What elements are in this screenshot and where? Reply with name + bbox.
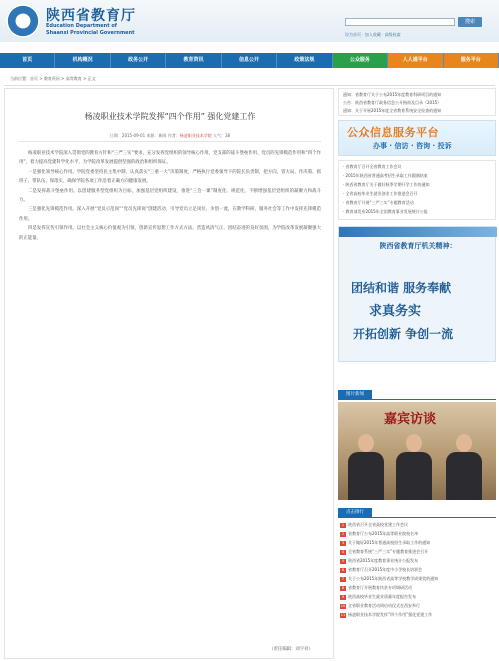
spirit-phrase: 求真务实 [369,304,422,319]
rank-number: 4 [341,550,345,554]
article-author: 杨凌职业技术学院 [179,133,212,138]
rank-number: 2 [341,532,345,536]
notice-item[interactable]: 公告：陕西省教育厅政务信息公开指南及目录（2015） [343,100,442,105]
article-views: 人气：38 [211,133,231,138]
education-emblem-icon[interactable] [6,4,40,38]
nav-item-policy[interactable]: 政策法规 [277,53,332,68]
spirit-phrase: 团结和谐 服务奉献 [351,281,452,295]
search-input[interactable] [345,18,455,26]
article-paragraph: 二是发挥战斗堡垒作用。以创建服务型党组织为目标，加强基层党组织建设，推进“三会一课”制度化、规范化，不断增强基层党组织的凝聚力和战斗力。 [19,188,321,204]
rank-item-label: 省教育厅召开2015年度中小学校长培训会 [348,567,423,572]
divider [372,399,496,400]
article-title: 杨凌职业技术学院发挥“四个作用” 强化党建工作 [84,112,256,121]
person-figure [348,434,384,500]
rank-item-label: 省教育厅开展教育扶贫专项调研活动 [348,585,412,590]
rank-item[interactable] [340,540,496,546]
list-item[interactable]: · 陕西省教育厅关于做好秋季学期开学工作的通知 [343,182,430,187]
rank-item-label: 关于公布2015年陕西省高等学校教学成果奖的通知 [348,576,439,581]
interview-photo[interactable] [338,402,496,500]
public-service-banner[interactable] [338,120,496,156]
nav-item-about[interactable]: 机构概况 [55,53,110,68]
rank-item-label: 关于做好2015年普通高校招生录取工作的通知 [348,540,431,545]
list-item[interactable]: · 教育部发布2015年全国教育事业发展统计公报 [343,209,428,214]
nav-item-platform[interactable]: 人人通平台 [388,53,443,68]
rank-item[interactable] [340,567,496,573]
spirit-banner [338,226,496,362]
photo-caption: 嘉宾访谈 [384,412,437,427]
rank-item-label: 全省职业教育活动周启动仪式在西安举行 [348,603,420,608]
site-subtitle-en-2: Shaanxi Provincial Government [46,30,135,36]
rank-item[interactable] [340,522,496,528]
nav-item-disclosure[interactable]: 信息公开 [222,53,277,68]
rank-number: 3 [341,541,345,545]
list-item[interactable]: · 全省高校毕业生就业创业工作推进会召开 [343,191,418,196]
divider [372,517,496,518]
rank-number: 7 [341,577,345,581]
rank-item-label: 陕西高校毕业生就业质量年度报告发布 [348,594,416,599]
rank-item-label: 杨凌职业技术学院发挥“四个作用”强化党建工作 [348,612,433,617]
rank-item[interactable] [340,531,496,537]
photo-news-header[interactable]: 图片新闻 [338,390,372,400]
rank-item[interactable] [340,594,496,600]
person-figure [396,434,432,500]
site-header [0,0,499,42]
nav-item-affairs[interactable]: 政务公开 [111,53,166,68]
article-paragraph: 杨凌职业技术学院深入贯彻党的教育方针和“三严三实”要求，充分发挥党组织的领导核心作用、党支部的战斗堡垒作用、党员的先锋模范作用和“四个作用”，着力提高党建科学化水平，为学院改革发展提供坚强的政治和组织保证。 [19,151,321,166]
rank-item[interactable] [340,603,496,609]
article-paragraph: 四是发挥宣传引领作用。以社会主义核心价值观为引领，创新宣传思想工作方式方法，营造风清气正、团结奋进的良好氛围，为学院改革发展凝聚强大的正能量。 [19,226,321,241]
rank-number: 10 [340,604,346,608]
nav-item-service-platform[interactable]: 服务平台 [444,53,499,68]
article-meta [5,133,335,139]
article-paragraph: 三是强化先锋模范作用。深入开展“党员示范岗”“党员先锋岗”创建活动，引导党员立足岗位、争创一流，在教学科研、服务社会等工作中发挥先锋模范作用。 [19,207,321,222]
spirit-phrase: 开拓创新 争创一流 [353,327,454,341]
list-item[interactable]: · 2015年陕西省普通高考招生录取工作圆满结束 [343,173,428,178]
service-banner-subtitle: 办事 · 信访 · 咨询 · 投诉 [373,142,452,150]
header-links[interactable]: 设为首页 · 加入收藏 · 高级检索 [345,32,401,37]
rank-item-label: 省教育厅公布2015年高等职业院校名单 [348,531,419,536]
person-figure [446,434,482,500]
main-nav [0,53,499,68]
article-panel [4,88,334,659]
rank-number: 1 [341,523,345,527]
rank-number: 9 [341,595,345,599]
rank-number: 5 [341,559,345,563]
spirit-title: 陕西省教育厅机关精神： [379,242,457,250]
list-item[interactable]: · 省教育厅召开全省教育工作会议 [343,164,402,169]
spirit-banner-header [339,227,497,237]
rank-item-label: 陕西省召开全省高校党建工作会议 [348,522,408,527]
divider [4,85,495,86]
rank-number: 11 [340,613,346,617]
site-title[interactable]: 陕西省教育厅 [46,8,136,24]
rank-item[interactable] [340,576,496,582]
article-meta-prefix: 日期：2015-09-01 来源：新闻 作者： [109,133,180,138]
divider [19,141,321,142]
article-body [19,149,321,243]
nav-item-public-service[interactable]: 公众服务 [333,53,388,68]
notice-item[interactable]: 通知：省教育厅关于公布2015年度教育科研项目的通知 [343,92,442,97]
rank-item-label: 全省教育系统“三严三实”专题教育推进会召开 [348,549,429,554]
nav-item-home[interactable]: 首页 [0,53,55,68]
rank-item-label: 陕西省2015年度教育事业统计公报发布 [348,558,419,563]
site-subtitle-en-1: Education Department of [46,23,117,29]
rank-number: 6 [341,568,345,572]
click-ranking-header[interactable]: 点击排行 [338,508,372,518]
search-button[interactable]: 搜索 [458,17,482,27]
article-paragraph: 一是强化领导核心作用。学院党委坚持民主集中制，认真落实“三重一大”决策制度，严格执行党委领导下的院长负责制，把方向、管大局、作决策、抓班子、带队伍、保落实，确保学院各项工作沿着正确方向健康发展。 [19,169,321,185]
news-list [338,160,496,220]
rank-item[interactable] [340,612,496,618]
breadcrumb[interactable]: 当前位置：首页 > 教育资讯 > 高等教育 > 正文 [10,76,96,81]
rank-item[interactable] [340,585,496,591]
nav-item-news[interactable]: 教育资讯 [166,53,221,68]
notice-box [338,88,496,116]
article-editor: （责任编辑：刘宇祥） [269,647,313,652]
notice-item[interactable]: 通知：关于开展2015年度全省教育系统安全检查的通知 [343,108,442,113]
rank-item[interactable] [340,558,496,564]
service-banner-title: 公众信息服务平台 [347,126,439,139]
rank-number: 8 [341,586,345,590]
list-item[interactable]: · 省教育厅开展“三严三实”专题教育活动 [343,200,414,205]
rank-item[interactable] [340,549,496,555]
